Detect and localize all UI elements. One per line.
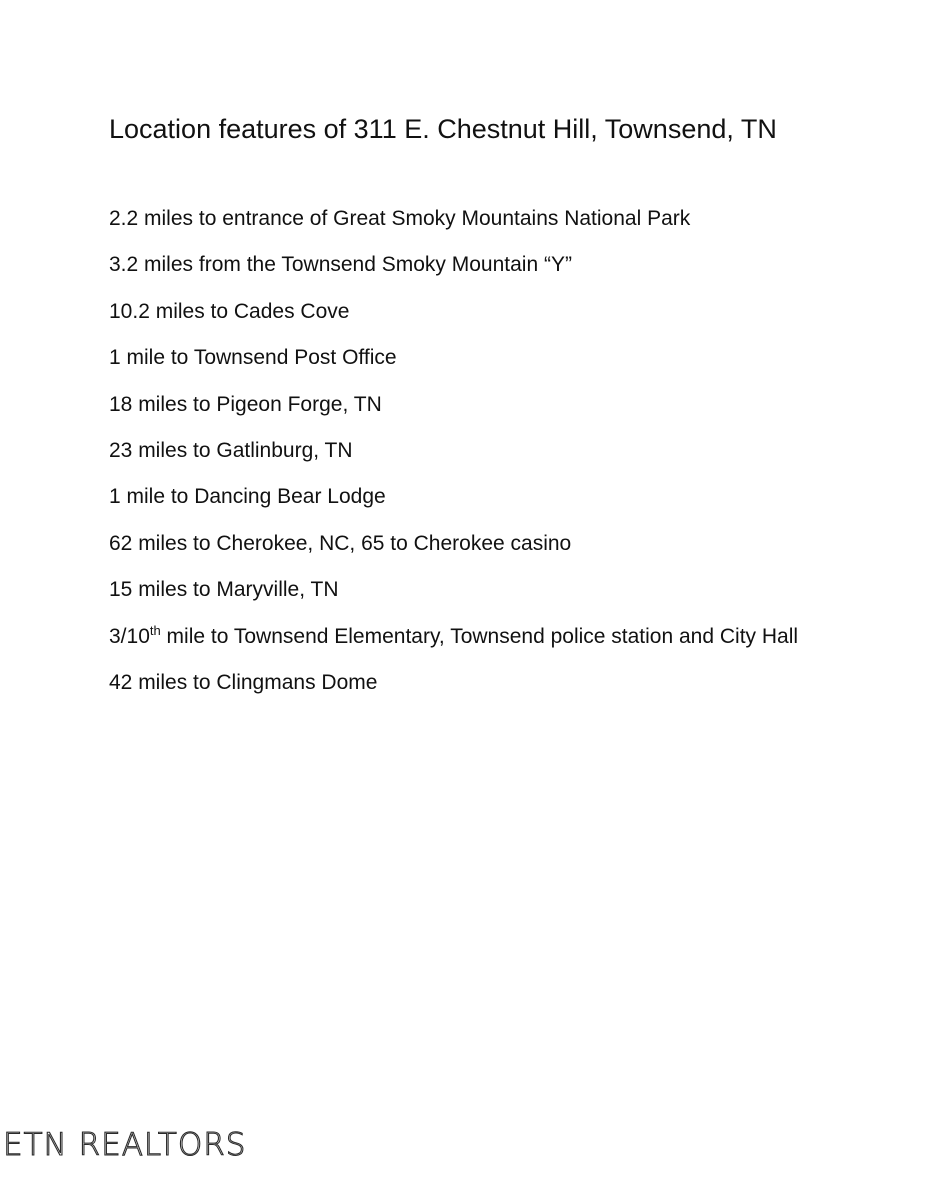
feature-item: 15 miles to Maryville, TN [109,578,339,602]
feature-item: 42 miles to Clingmans Dome [109,670,378,694]
feature-item: 1 mile to Townsend Post Office [109,346,397,370]
feature-item: 2.2 miles to entrance of Great Smoky Mountains National Park [109,207,691,230]
feature-item: 18 miles to Pigeon Forge, TN [109,392,382,416]
feature-item: 62 miles to Cherokee, NC, 65 to Cherokee casino [109,531,572,555]
feature-item: 23 miles to Gatlinburg, TN [109,438,353,462]
feature-item-elementary [109,620,829,654]
feature-prefix: 3/10 [109,624,150,648]
feature-item: 3.2 miles from the Townsend Smoky Mountain “Y” [109,253,572,277]
realtor-watermark: ETN REALTORS [3,1127,247,1163]
location-features-list [109,202,829,712]
feature-item: 1 mile to Dancing Bear Lodge [109,485,386,509]
feature-superscript: th [149,622,161,638]
feature-item: 10.2 miles to Cades Cove [109,299,350,323]
page-title: Location features of 311 E. Chestnut Hill, Townsend, TN [109,114,777,144]
feature-text: mile to Townsend Elementary, Townsend police station and City Hall [160,624,799,648]
